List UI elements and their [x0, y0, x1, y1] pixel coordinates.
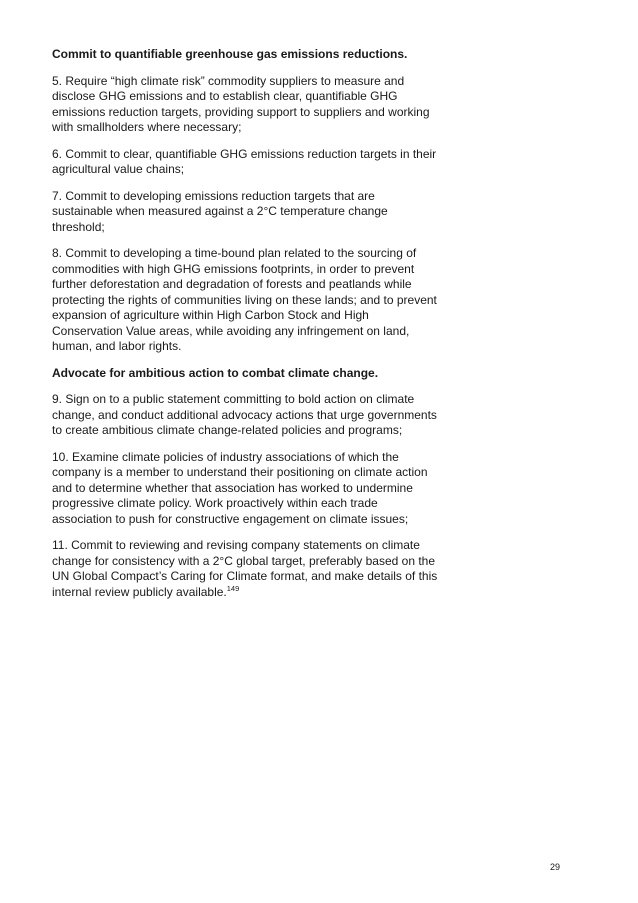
section-heading-emissions: Commit to quantifiable greenhouse gas emissions reductions.	[52, 47, 408, 61]
paragraph-item-9: 9. Sign on to a public statement committing to bold action on climate change, and conduct additional advocacy actions that urge governments to create ambitious climate change-related policies and programs;	[52, 392, 437, 437]
paragraph-item-11	[52, 538, 438, 600]
paragraph-item-5: 5. Require “high climate risk” commodity suppliers to measure and disclose GHG emissions and to establish clear, quantifiable GHG emissions reduction targets, providing support to suppliers and working with smallholders where necessary;	[52, 73, 430, 134]
paragraph-item-6: 6. Commit to clear, quantifiable GHG emissions reduction targets in their agricultural value chains;	[52, 146, 437, 176]
page-body	[52, 47, 438, 611]
paragraph-item-11-text: 11. Commit to reviewing and revising company statements on climate change for consistency with a 2°C global target, preferably based on the UN Global Compact’s Caring for Climate format, and make details of this internal review publicly available.	[52, 538, 438, 599]
paragraph-item-10: 10. Examine climate policies of industry associations of which the company is a member to understand their positioning on climate action and to determine whether that association has worked to undermine progressive climate policy. Work proactively within each trade association to push for constructive engagement on climate issues;	[52, 449, 428, 526]
paragraph-item-7: 7. Commit to developing emissions reduction targets that are sustainable when measured against a 2°C temperature change threshold;	[52, 188, 388, 234]
page-number: 29	[549, 862, 560, 872]
paragraph-item-8: 8. Commit to developing a time-bound plan related to the sourcing of commodities with high GHG emissions footprints, in order to prevent further deforestation and degradation of forests and peatlands while protecting the rights of communities living on these lands; and to prevent expansion of agriculture within High Carbon Stock and High Conservation Value areas, while avoiding any infringement on land, human, and labor rights.	[52, 246, 437, 353]
footnote-reference[interactable]: 149	[226, 583, 240, 593]
section-heading-advocacy: Advocate for ambitious action to combat climate change.	[52, 365, 379, 380]
